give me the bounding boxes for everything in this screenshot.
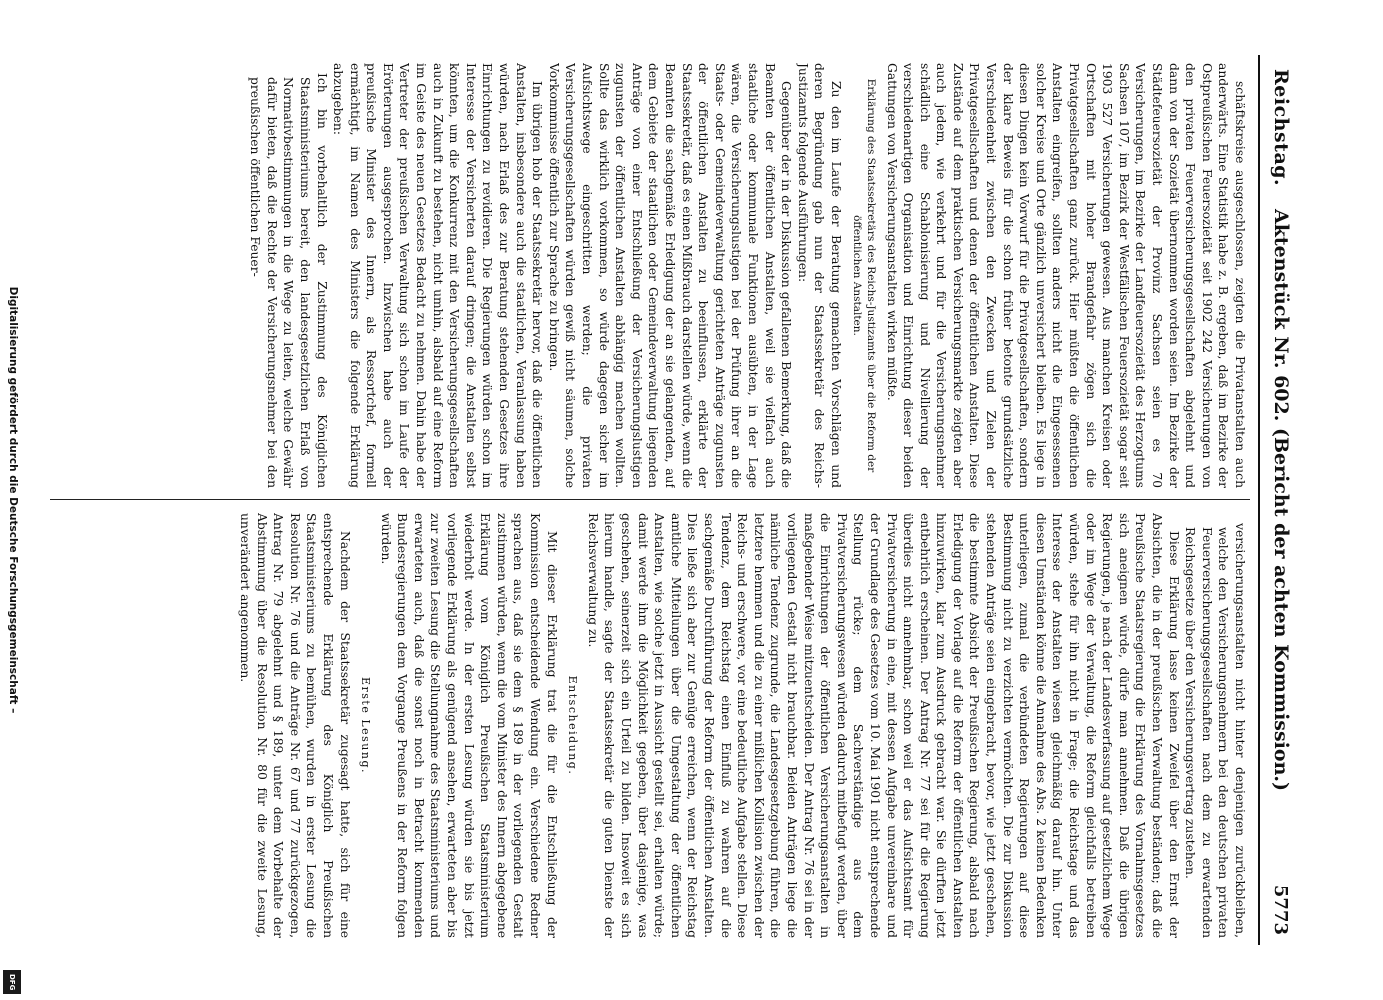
header-title [1270,55,1292,945]
section-heading: Entscheidung. [566,675,580,776]
paragraph: Mit dieser Erklärung trat die für die Entschließung der Kommission entscheidende Wendung ein. Verschiedene Redner sprachen aus, daß sie dem § 189 in der vorliegenden Gestalt zustimmen würden, wenn die vom Minister des Innern abgegebene Erklärung vom Königlich Preußischen Staatsministerium wiederholt werde. In der ersten Lesung würden sie bis jetzt vorliegende Erklärung als genügend ansehen, erwarteten aber bis zur zweiten Lesung die Stellungnahme des Staatsministeriums und erwarteten auch, daß die sonst noch in Betracht kommenden Bundesregierungen dem Vorgange Preußens in der Reform folgen würden. [378,513,559,938]
paragraph: Im übrigen hob der Staatssekretär hervor, daß die öffentlichen Anstalten, insbesondere auch die staatlichen, Veranlassung haben würden, nach Erlaß des zur Beratung stehenden Gesetzes ihre Einrichtungen zu revidieren. Die Regierungen würden schon im Interesse der Versicherten darauf dringen; die Anstalten selbst könnten, um die Konkurrenz mit den Versicherungsgesellschaften auch in Zukunft zu bestehen, nicht umhin, alsbald auf eine Reform im Geiste des neuen Gesetzes Bedacht zu nehmen. Dahin habe der Vertreter der preußischen Verwaltung sich schon im Laufe der Erörterungen ausgesprochen. Inzwischen habe auch der preußische Minister des Innern, als Ressortchef, formell ermächtigt, im Namen des Ministers die folgende Erklärung abzugeben: [331,63,545,488]
paragraph: Zu den im Laufe der Beratung gemachten Vorschlägen und deren Begründung gab nun der Staatssekretär des Reichs-Justizamts folgende Ausführungen: [795,63,843,488]
left-text-column [48,63,1248,488]
header-reichstag: Reichstag. [1270,69,1292,187]
scanned-page-area [40,55,1300,945]
paragraph: Nachdem der Staatssekretär zugesagt hatte, sich für eine entsprechende Erklärung des Königlich Preußischen Staatsministeriums zu bemühen, wurden in erster Lesung die Resolution Nr. 76 und die Anträge Nr. 67 und 77 zurückgezogen, Antrag Nr. 79 abgelehnt und § 189, unter dem Vorbehalte der Abstimmung über die Resolution Nr. 80 für die zweite Lesung, unverändert angenommen. [237,513,352,938]
quoted-declaration: versicherungsanstalten nicht hinter denjenigen zurückbleiben, welche den Versicherungsnehmern bei den deutschen privaten Feuerversicherungsgesellschaften nach dem zu erwartenden Reichsgesetze über den Versicherungsvertrag zustehen. [1183,523,1247,938]
header-report-label: (Bericht der achten Kommission.) [1270,427,1292,791]
section-heading: Erste Lesung. [359,676,373,775]
paragraph: Gegenüber der in der Diskussion gefallenen Bemerkung, daß die Beamten der öffentlichen Anstalten, weil sie vielfach auch staatliche oder kommunale Funktionen ausübten, in der Lage wären, die Versicherungslustigen bei der Prüfung ihrer an die Staats- oder Gemeindeverwaltung gerichteten Anträge zugunsten der öffentlichen Anstalten zu beeinflussen, erklärte der Staatssekretär, daß es einen Mißbrauch darstellen würde, wenn die Beamten die sachgemäße Erledigung der an sie gelangenden, auf dem Gebiete der staatlichen oder Gemeindeverwaltung liegenden Anträge von einer Entschließung der Versicherungslustigen zugunsten der öffentlichen Anstalten abhängig machen wollten. Sollte das wirklich vorkommen, so würde dagegen sicher im Aufsichtswege eingeschritten werden; die privaten Versicherungsgesellschaften würden gewiß nicht säumen, solche Vorkommnisse öffentlich zur Sprache zu bringen. [546,63,794,488]
funding-note: Digitalisierung gefördert durch die Deutsche Forschungsgemeinschaft – [7,286,19,714]
right-text-column [48,513,1248,938]
column-divider [50,499,1250,500]
dfg-logo-icon: DFG [3,970,21,994]
quoted-declaration: Ich bin vorbehaltlich der Zustimmung des Königlichen Staatsministeriums bereit, den landesgesetzlichen Erlaß von Normativbestimmungen in die Wege zu leiten, welche Gewähr dafür bieten, daß die Rechte der Versicherungsnehmer bei den preußischen öffentlichen Feuer- [248,73,329,488]
paragraph: schäftskreise ausgeschlossen, zeigten die Privatanstalten auch anderwärts. Eine Statistik habe z. B. ergeben, daß im Bezirke der Ostpreußischen Feuersozietät seit 1902 242 Versicherungen von den privaten Feuerversicherungsgesellschaften abgelehnt und dann von der Sozietät übernommen worden seien. Im Bezirke der Städtefeuersozietät der Provinz Sachsen seien es 70 Versicherungen, im Bezirke der Landfeuersozietät des Herzogtums Sachsen 107, im Bezirk der Westfälischen Feuersozietät sogar seit 1903 527 Versicherungen gewesen. Aus manchen Kreisen oder Ortschaften mit hoher Brandgefahr zögen sich die Privatgesellschaften ganz zurück. Hier müßten die öffentlichen Anstalten eingreifen, sollten anders nicht die Eingesessenen solcher Kreise und Orte gänzlich unversichert bleiben. Es liege in diesen Dingen kein Vorwurf für die Privatgesellschaften, sondern der klare Beweis für die schon früher betonte grundsätzliche Verschiedenheit zwischen den Zwecken und Zielen der Privatgesellschaften und denen der öffentlichen Anstalten. Diese Zustände auf dem praktischen Versicherungsmarkte zeigten aber auch jedem, wie verkehrt und für die Versicherungsnehmer schädlich eine Schablonisierung und Nivellierung der verschiedenartigen Organisation und Einrichtung dieser beiden Gattungen von Versicherungsanstalten wirken müßte. [884,63,1247,488]
document-page [40,55,1300,945]
section-heading: Erklärung des Staatssekretärs des Reichs-Justizamts über die Reform der öffentlichen Anstalten. [850,78,877,473]
paragraph: Diese Erklärung lasse keinen Zweifel über den Ernst der Absichten, die in der preußischen Verwaltung beständen; daß die Preußische Staatsregierung die Erklärung des Vornahmsgesetzes sich aneignen würde, dürfe man annehmen. Daß die übrigen Regierungen, je nach der Landesverfassung auf gesetzlichem Wege oder im Wege der Verwaltung, die Reform gleichfalls betreiben würden, stehe für ihn nicht in Frage; die Reichstage und das Interesse der Anstalten wiesen gleichmäßig darauf hin. Unter diesen Umständen könne die Annahme des Abs. 2 keinen Bedenken unterliegen, zumal die verbündeten Regierungen auf diese Bestimmung nicht zu verzichten vermöchten. Die zur Diskussion stehenden Anträge seien eingebracht, bevor, wie jetzt geschehen, die bestimmte Absicht der Preußischen Regierung, alsbald nach Erledigung der Vorlage auf die Reform der öffentlichen Anstalten hinzuwirken, klar zum Ausdruck gebracht war. Sie dürften jetzt entbehrlich erscheinen. Der Antrag Nr. 77 sei für die Regierung überdies nicht annehmbar, schon weil er das Aufsichtsamt für Privatversicherung in eine, mit dessen Aufgabe unvereinbare und der Grundlage des Gesetzes vom 10. Mai 1901 nicht entsprechende Stellung rücke; dem Sachverständige aus dem Privatversicherungswesen würden dadurch mitbefugt werden, über die Einrichtungen der öffentlichen Versicherungsanstalten in maßgebender Weise mitzuentscheiden. Der Antrag Nr. 76 sei in der vorliegenden Gestalt nicht brauchbar. Beiden Anträgen liege die nämliche Tendenz zugrunde, die Landesgesetzgebung führen, die letztere hemmen und die zu einer mißlichen Kollision zwischen der Reichs- und erschwere, vor eine bedeutliche Aufgabe stellen. Diese Tendenz, dem Reichstag einen Einfluß zu wahren auf die sachgemäße Durchführung der Reform der öffentlichen Anstalten. Dies ließe sich aber zur Genüge erreichen, wenn der Reichstag amtliche Mitteilungen über die Umgestaltung der öffentlichen Anstalten, wie solche jetzt in Aussicht gestellt sei, erhalten würde; damit werde ihm die Möglichkeit gegeben, über dasjenige, was geschehen, seinerzeit sich ein Urteil zu bilden. Insoweit es sich hierum handle, sagte der Staatssekretär die guten Dienste der Reichsverwaltung zu. [585,513,1181,938]
page-number: 5773 [1270,884,1291,935]
header-document-number: Aktenstück Nr. 602. [1270,208,1292,422]
page-header [1258,55,1300,945]
digitization-strip [0,0,26,1000]
